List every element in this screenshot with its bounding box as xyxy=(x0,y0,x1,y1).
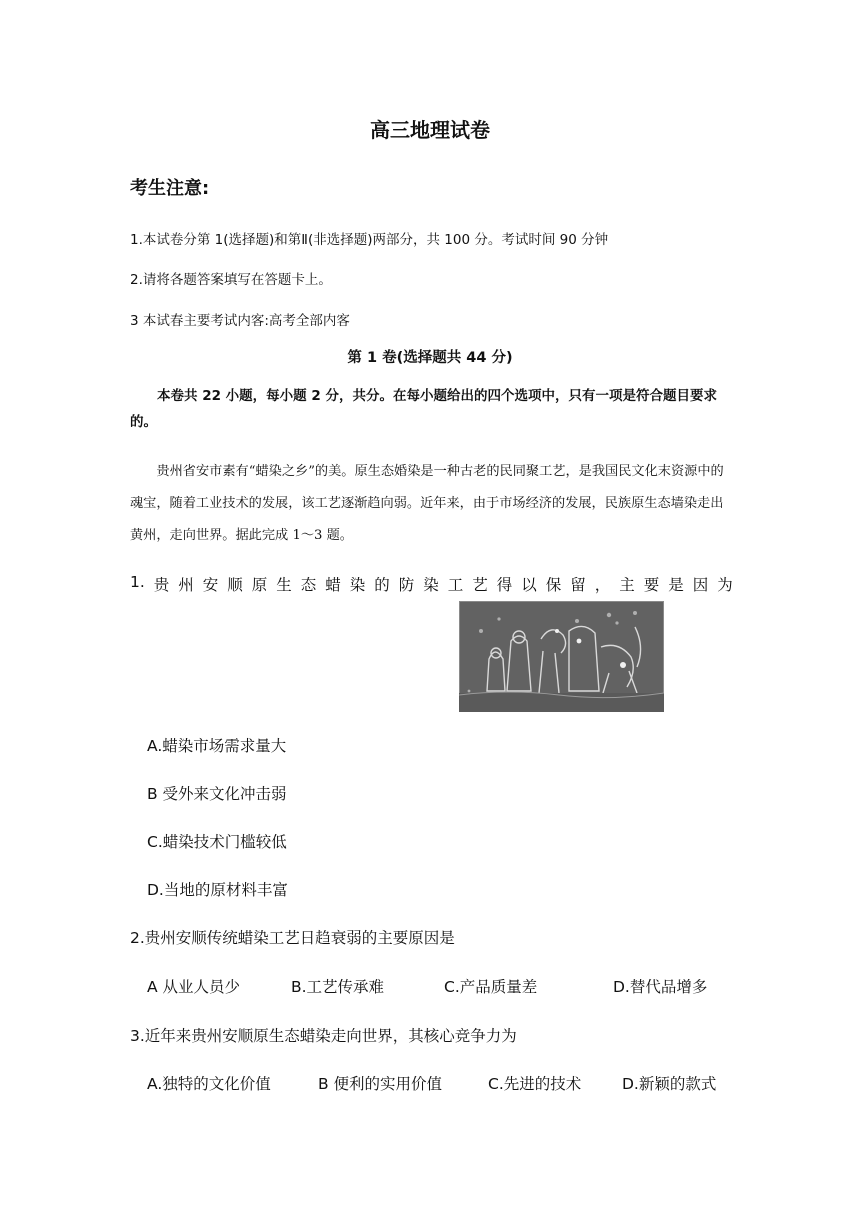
question-1-stem-token: 1. xyxy=(130,573,145,591)
question-1-stem-token: ， xyxy=(594,576,611,594)
question-3-stem: 3.近年来贵州安顺原生态蜡染走向世界，其核心竞争力为 xyxy=(130,1027,517,1045)
note-3: 3 本试春主要考试内客:高考全部内客 xyxy=(130,313,350,329)
question-1-stem-token: 蜡 xyxy=(325,576,341,594)
question-1-option-d: D.当地的原材料丰富 xyxy=(147,881,288,899)
question-1-option-a: A.蜡染市场需求量大 xyxy=(147,737,287,755)
section-instruction: 本卷共 22 小题，每小题 2 分，共分。在每小题给出的四个选项中，只有一项是符合题目要求的。 xyxy=(130,388,717,430)
question-1-stem-token: 艺 xyxy=(472,576,488,594)
question-1-stem-token: 工 xyxy=(447,576,464,594)
question-1-stem-token: 态 xyxy=(300,576,317,594)
question-2-option-b: B.工艺传承难 xyxy=(291,978,385,996)
question-1-stem-token: 安 xyxy=(202,576,219,594)
question-1-stem-token: 原 xyxy=(251,576,268,594)
question-1-stem xyxy=(130,573,733,595)
note-1: 1.本试卷分第 1(选择题)和第Ⅱ(非选择题)两部分，共 100 分。考试时间 90 分钟 xyxy=(130,232,609,248)
question-1-stem-token: 以 xyxy=(521,576,537,594)
section-heading: 第 1 卷(选择题共 44 分) xyxy=(347,350,513,366)
question-1-stem-token: 留 xyxy=(570,576,586,594)
question-3-option-d: D.新颖的款式 xyxy=(622,1075,717,1093)
question-1-stem-token: 的 xyxy=(374,576,390,594)
question-1-stem-token: 主 xyxy=(619,576,635,594)
question-2-option-d: D.替代品增多 xyxy=(613,978,708,996)
question-1-stem-token: 染 xyxy=(423,576,439,594)
page-title: 高三地理试卷 xyxy=(370,118,490,142)
question-3-option-a: A.独特的文化价值 xyxy=(147,1075,271,1093)
question-1-stem-token: 保 xyxy=(545,576,562,594)
question-1-stem-token: 因 xyxy=(692,576,709,594)
question-1-stem-token: 得 xyxy=(496,576,513,594)
question-1-stem-token: 州 xyxy=(178,576,194,594)
note-2: 2.请将各题答案填写在答题卡上。 xyxy=(130,272,332,288)
notice-heading: 考生注意: xyxy=(130,178,210,199)
question-2-option-c: C.产品质量差 xyxy=(444,978,538,996)
question-1-stem-token: 为 xyxy=(717,576,733,594)
question-2-stem: 2.贵州安顺传统蜡染工艺日趋衰弱的主要原因是 xyxy=(130,929,455,947)
question-1-option-c: C.蜡染技术门槛较低 xyxy=(147,833,287,851)
question-1-stem-token: 顺 xyxy=(227,576,243,594)
question-2-option-a: A 从业人员少 xyxy=(147,978,241,996)
question-1-stem-token: 生 xyxy=(276,576,292,594)
question-3-option-c: C.先进的技术 xyxy=(488,1075,582,1093)
question-1-stem-token: 贵 xyxy=(153,576,170,594)
reading-passage: 贵州省安市素有“蜡染之乡”的美。原生态婚染是一种古老的民同聚工艺，是我国民文化末资源中的魂宝，随着工业技术的发展，该工艺逐渐趋向弱。近年来，由于市场经济的发展，民族原生态墙染走出黄州，走向世界。据此完成 1～3 题。 xyxy=(130,464,724,543)
batik-folk-scene-image xyxy=(459,601,664,712)
question-1-option-b: B 受外来文化冲击弱 xyxy=(147,785,287,803)
question-3-option-b: B 便利的实用价值 xyxy=(318,1075,443,1093)
question-1-stem-token: 染 xyxy=(349,576,366,594)
question-1-stem-token: 是 xyxy=(668,576,684,594)
question-1-stem-token: 防 xyxy=(398,576,415,594)
question-1-stem-token: 要 xyxy=(643,576,660,594)
